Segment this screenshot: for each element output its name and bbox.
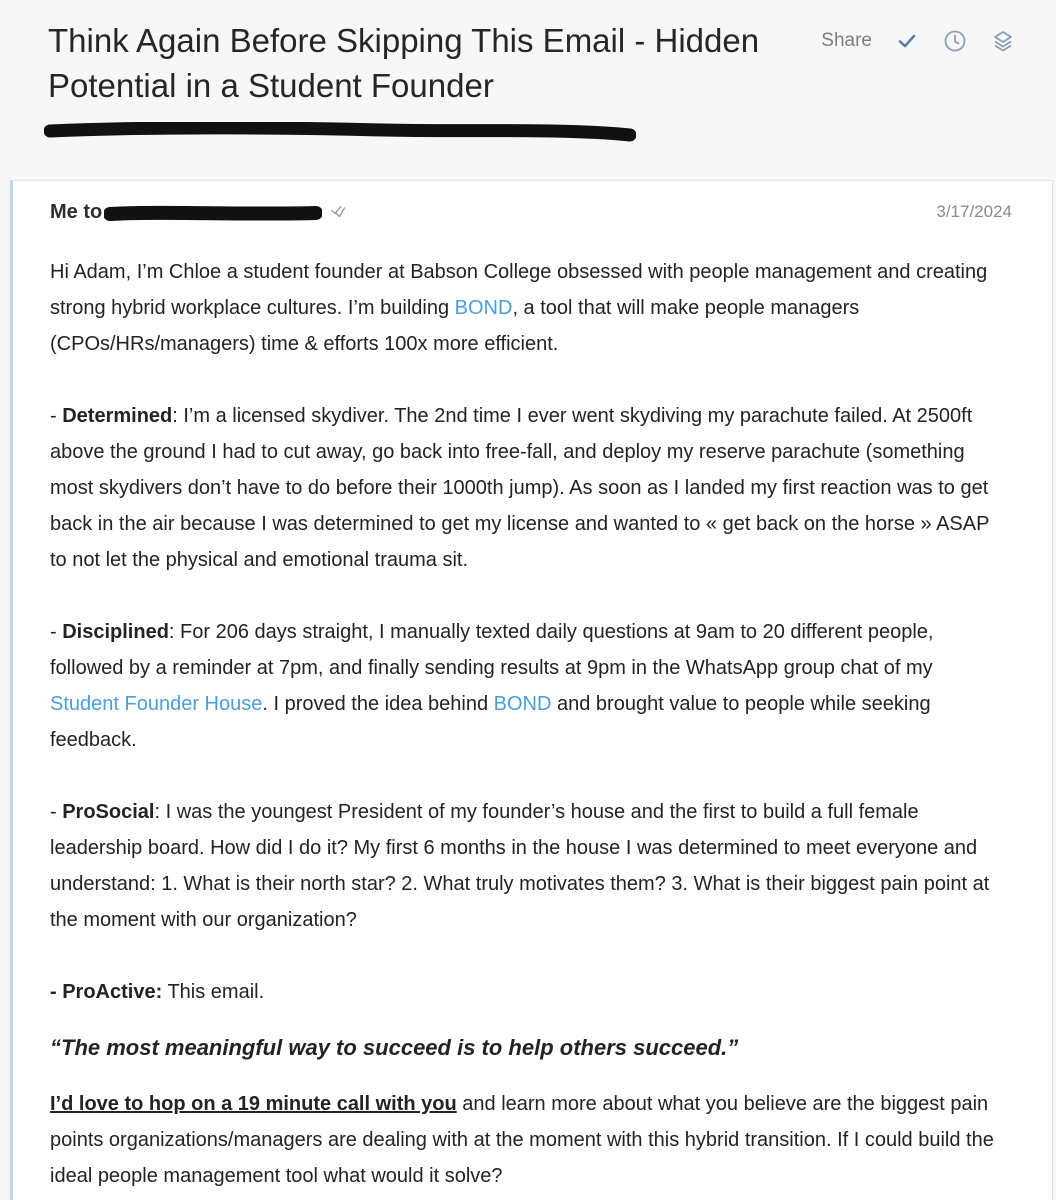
message-header	[50, 199, 1012, 225]
disciplined-paragraph: - Disciplined: For 206 days straight, I manually texted daily questions at 9am to 20 different people, followed by a reminder at 7pm, and finally sending results at 9pm in the WhatsApp group chat of my Student Founder House. I proved the idea behind BOND and brought value to people while seeking feedback.	[50, 621, 934, 751]
intro-paragraph	[50, 254, 1000, 362]
recipients-ghost-text: BOND	[520, 123, 566, 140]
prosocial-paragraph: - ProSocial: I was the youngest President of my founder’s house and the first to build a full female leadership board. How did I do it? My first 6 months in the house I was determined to meet everyone and understand: 1. What is their north star? 2. What truly motivates them? 3. What is their biggest pain point at the moment with our organization?	[50, 801, 990, 931]
bond-link[interactable]: BOND	[493, 693, 552, 715]
determined-text: : I’m a licensed skydiver. The 2nd time I ever went skydiving my parachute failed. At 2500ft above the ground I had to cut away, go back into free-fall, and deploy my reserve parachute (something most skydivers don’t have to do before their 1000th jump). As soon as I landed my first reaction was to get back in the air because I was determined to get my license and wanted to « get back on the horse » ASAP to not let the physical and emotional trauma sit.	[50, 405, 990, 571]
disciplined-label: Disciplined	[62, 621, 169, 643]
message-body	[50, 254, 1000, 1194]
disciplined-text-mid: . I proved the idea behind	[262, 693, 494, 715]
student-founder-house-link[interactable]: Student Founder House	[50, 693, 263, 715]
message-card	[10, 180, 1053, 1200]
redaction-mark	[104, 205, 322, 223]
message-date: 3/17/2024	[936, 202, 1012, 221]
share-button[interactable]: Share	[821, 30, 872, 51]
checkmark-icon[interactable]	[894, 28, 920, 54]
proactive-text: This email.	[162, 981, 265, 1003]
disciplined-text-end: and brought value to people while seeking feedback.	[50, 693, 931, 751]
header-actions	[821, 28, 1016, 54]
email-subject: Think Again Before Skipping This Email - Hidden Potential in a Student Founder	[48, 22, 760, 104]
layers-icon[interactable]	[990, 28, 1016, 54]
intro-text-end: , a tool that will make people managers (CPOs/HRs/managers) time & efforts 100x more efficient.	[50, 297, 860, 355]
disciplined-text: : For 206 days straight, I manually texted daily questions at 9am to 20 different people, followed by a reminder at 7pm, and finally sending results at 9pm in the WhatsApp group chat of my	[50, 621, 934, 679]
clock-icon[interactable]	[942, 28, 968, 54]
bond-link[interactable]: BOND	[454, 297, 513, 319]
proactive-paragraph: - ProActive: This email.	[50, 981, 265, 1003]
cta-underlined: I’d love to hop on a 19 minute call with you	[50, 1093, 457, 1115]
sender-label: Me to	[50, 200, 103, 223]
determined-paragraph: - Determined: I’m a licensed skydiver. The 2nd time I ever went skydiving my parachute failed. At 2500ft above the ground I had to cut away, go back into free-fall, and deploy my reserve parachute (something most skydivers don’t have to do before their 1000th jump). As soon as I landed my first reaction was to get back in the air because I was determined to get my license and wanted to « get back on the horse » ASAP to not let the physical and emotional trauma sit.	[50, 405, 990, 571]
quote: “The most meaningful way to succeed is to help others succeed.”	[50, 1035, 739, 1060]
redaction-mark	[44, 122, 636, 144]
cta-text: and learn more about what you believe are the biggest pain points organizations/managers are dealing with at the moment with this hybrid transition. If I could build the ideal people management tool what would it solve?	[50, 1093, 994, 1187]
prosocial-label: ProSocial	[62, 801, 155, 823]
proactive-label: ProActive:	[62, 981, 163, 1003]
prosocial-text: : I was the youngest President of my founder’s house and the first to build a full female leadership board. How did I do it? My first 6 months in the house I was determined to meet everyone and understand: 1. What is their north star? 2. What truly motivates them? 3. What is their biggest pain point at the moment with our organization?	[50, 801, 990, 931]
cta-paragraph	[50, 1086, 1000, 1194]
double-check-icon	[330, 204, 346, 220]
intro-text: Hi Adam, I’m Chloe a student founder at Babson College obsessed with people management and creating strong hybrid workplace cultures. I’m building	[50, 261, 988, 319]
determined-label: Determined	[62, 405, 173, 427]
